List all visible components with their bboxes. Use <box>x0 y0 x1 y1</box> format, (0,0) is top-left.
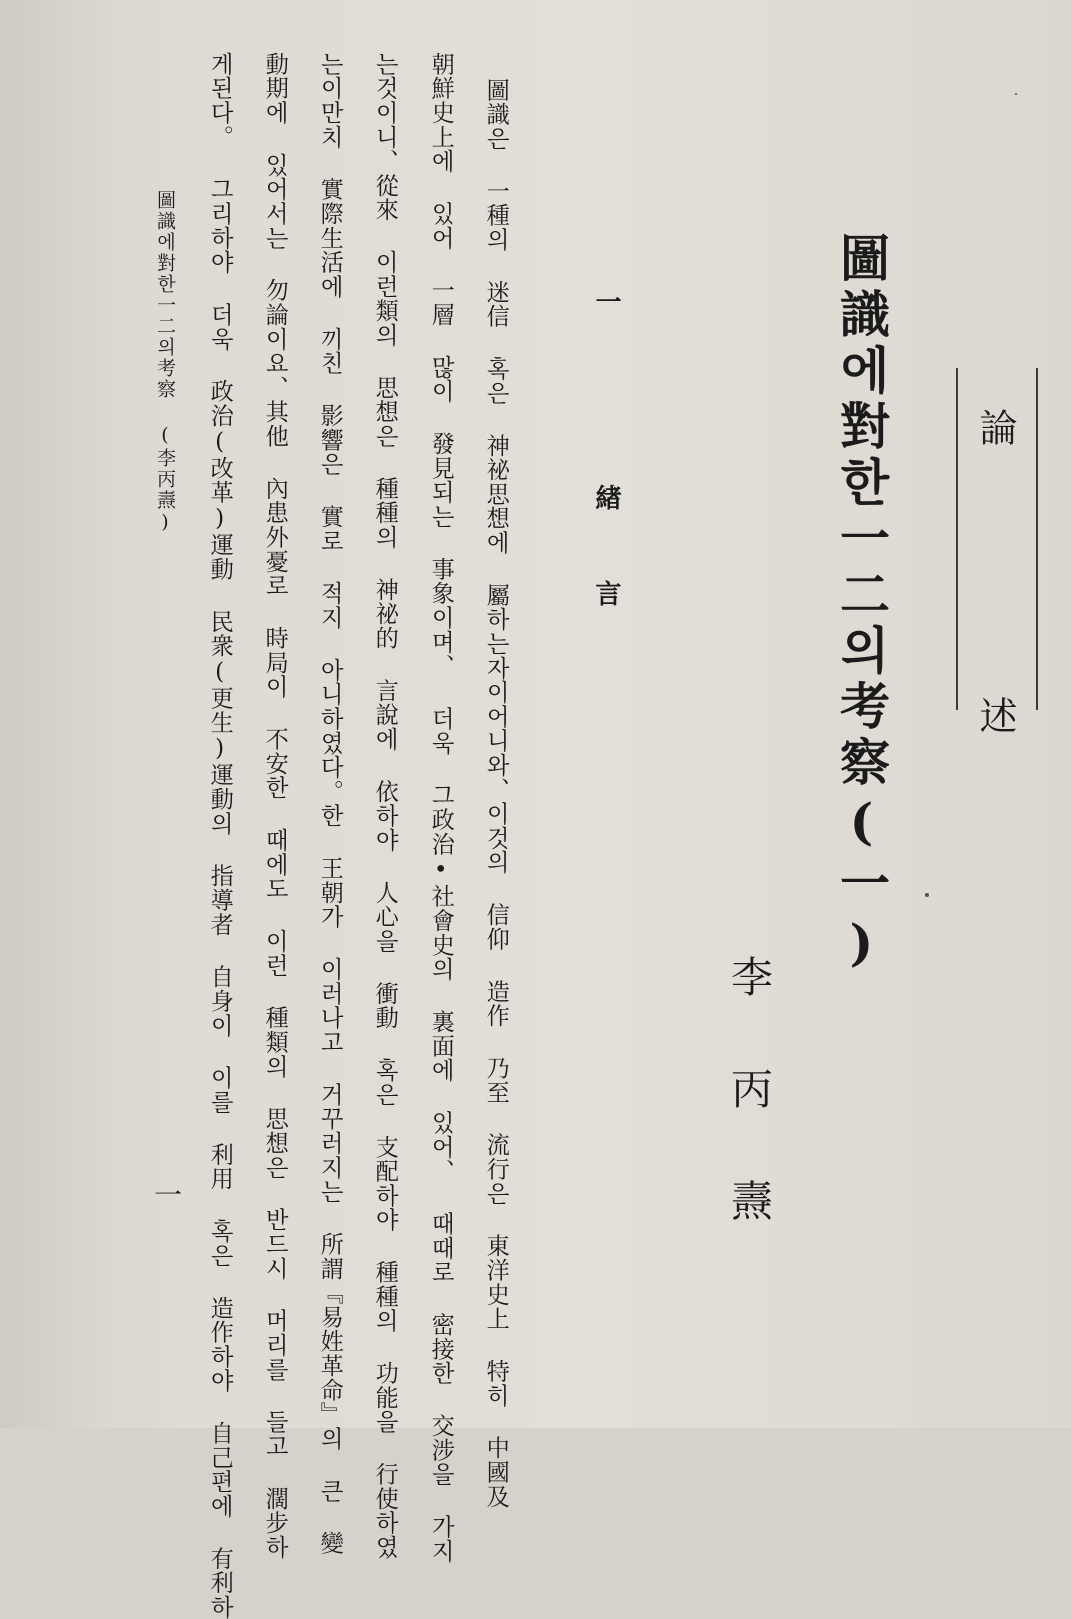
section-rule-right <box>1036 368 1038 710</box>
section-heading: 一 緖言 <box>591 288 621 676</box>
paper-speck <box>1015 93 1017 95</box>
running-head: 圖識에對한一二의考察 (李丙燾) <box>154 190 176 535</box>
author-name: 李丙燾 <box>725 955 774 1291</box>
section-label: 論述 <box>973 408 1017 984</box>
paper-speck <box>925 893 929 897</box>
section-rule-left <box>956 368 958 710</box>
body-line-5: 動期에 있어서는 勿論이요、其他 內患外憂로 時局이 不安한 때에도 이런 種類의 思想은 반드시 머리를 들고 濶步하 <box>261 52 289 1560</box>
article-title: 圖識에對한一二의考察(一) <box>832 232 891 978</box>
body-line-4: 는이만치 實際生活에 끼친 影響은 實로 적지 아니하였다。한 王朝가 이러나고 거꾸러지는 所謂『易姓革命』의 큰 變 <box>316 52 344 1556</box>
page-number: 一 <box>150 1180 183 1208</box>
body-line-3: 는것이니、從來 이런類의 思想은 種種의 神祕的 言說에 依하야 人心을 衝動 혹은 支配하야 種種의 功能을 行使하였 <box>371 52 399 1560</box>
body-line-2: 朝鮮史上에 있어 一層 많이 發見되는 事象이며、 더욱 그政治•社會史의 裏面에 있어、 때때로 密接한 交涉을 가지 <box>427 52 455 1564</box>
body-line-6: 게된다。 그리하야 더욱 政治(改革)運動 民衆(更生)運動의 指導者 自身이 이를 利用 혹은 造作하야 自己편에 有利하 <box>206 52 234 1619</box>
body-line-1: 圖識은 一種의 迷信 혹은 神祕思想에 屬하는자이어니와、이것의 信仰 造作 乃至 流行은 東洋史上 特히 中國及 <box>482 78 510 1509</box>
